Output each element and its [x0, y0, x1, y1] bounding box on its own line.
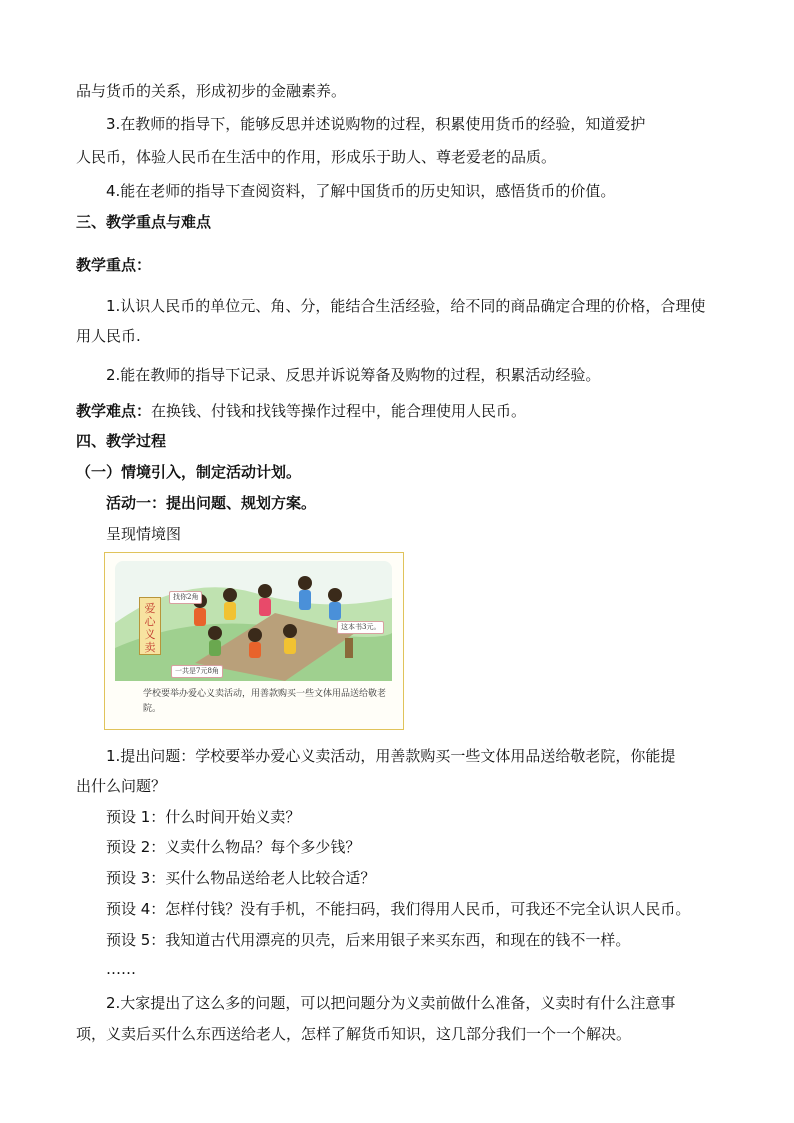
difficulty-text: 在换钱、付钱和找钱等操作过程中，能合理使用人民币。: [151, 402, 527, 420]
question-1: 1.提出问题：学校要举办爱心义卖活动，用善款购买一些文体用品送给敬老院，你能提: [106, 747, 676, 765]
show-image-label: 呈现情境图: [106, 525, 182, 543]
preset-2: 预设 2：义卖什么物品？每个多少钱？: [106, 838, 361, 856]
section-heading-3: 三、教学重点与难点: [76, 213, 212, 231]
subsection-heading-1: （一）情境引入，制定活动计划。: [76, 463, 302, 481]
key-point-1-cont: 用人民币.: [76, 327, 141, 345]
preset-4: 预设 4：怎样付钱？没有手机，不能扫码，我们得用人民币，可我还不完全认识人民币。: [106, 900, 691, 918]
objective-item-4: 4.能在老师的指导下查阅资料，了解中国货币的历史知识，感悟货币的价值。: [106, 182, 616, 200]
speech-bubble-total: 一共是7元8角: [171, 665, 223, 678]
preset-5: 预设 5：我知道古代用漂亮的贝壳，后来用银子来买东西，和现在的钱不一样。: [106, 931, 631, 949]
preset-1: 预设 1：什么时间开始义卖？: [106, 808, 301, 826]
illustration-caption: 学校要举办爱心义卖活动，用善款购买一些文体用品送给敬老院。: [143, 689, 387, 714]
objective-line: 品与货币的关系，形成初步的金融素养。: [76, 82, 347, 100]
key-point-1: 1.认识人民币的单位元、角、分，能结合生活经验，给不同的商品确定合理的价格，合理使: [106, 297, 706, 315]
key-point-2: 2.能在教师的指导下记录、反思并诉说筹备及购物的过程，积累活动经验。: [106, 366, 601, 384]
difficulty-label: 教学难点：: [76, 402, 152, 420]
difficulty-line: [76, 400, 754, 422]
charity-sale-sign: 爱心义卖: [139, 597, 161, 655]
activity-heading-1: 活动一：提出问题、规划方案。: [106, 494, 317, 512]
section-heading-4: 四、教学过程: [76, 432, 167, 450]
objective-item-3: 3.在教师的指导下，能够反思并述说购物的过程，积累使用货币的经验，知道爱护: [106, 115, 646, 133]
preset-3: 预设 3：买什么物品送给老人比较合适？: [106, 869, 376, 887]
ellipsis: ……: [106, 960, 136, 978]
paragraph-2: 2.大家提出了这么多的问题，可以把问题分为义卖前做什么准备，义卖时有什么注意事: [106, 994, 676, 1012]
speech-bubble-change: 找你2角: [169, 591, 202, 604]
speech-bubble-book: 这本书3元。: [337, 621, 384, 634]
objective-item-3-cont: 人民币，体验人民币在生活中的作用，形成乐于助人、尊老爱老的品质。: [76, 148, 557, 166]
question-1-cont: 出什么问题？: [76, 777, 167, 795]
paragraph-2-cont: 项，义卖后买什么东西送给老人，怎样了解货币知识，这几部分我们一个一个解决。: [76, 1025, 632, 1043]
key-points-label: 教学重点：: [76, 256, 152, 274]
scene-illustration: [104, 552, 404, 730]
